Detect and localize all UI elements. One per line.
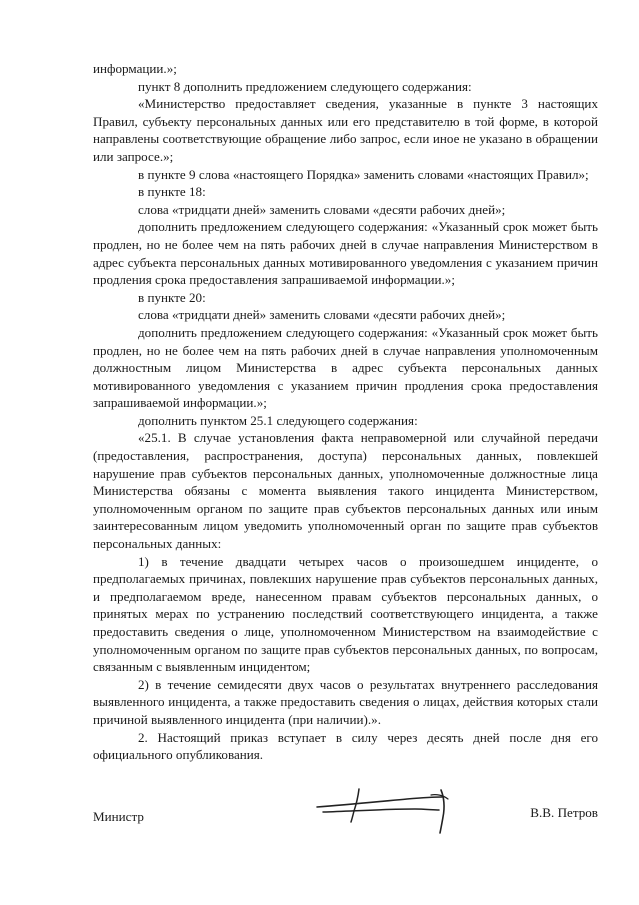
handwritten-signature-icon (315, 785, 465, 835)
paragraph-item-9: в пункте 9 слова «настоящего Порядка» заменить словами «настоящих Правил»; (138, 166, 589, 182)
paragraph-item-18: в пункте 18: (138, 184, 206, 200)
paragraph-item-8-text: «Министерство предоставляет сведения, указанные в пункте 3 настоящих Правил, субъекту персональных данных или его представителю в той форме, в которой направлены соответствующие обращение либо запрос, если иное не указано в обращении или запросе.»; (93, 96, 598, 164)
paragraph-item-25-1: дополнить пунктом 25.1 следующего содержания: (138, 412, 418, 428)
paragraph-item-20-addition: дополнить предложением следующего содержания: «Указанный срок может быть продлен, но не более чем на пять рабочих дней в случае направления уполномоченным должностным лицом Министерства в адрес субъекта персональных данных мотивированного уведомления с указанием причин продления срока предоставления запрашиваемой информации.»; (93, 324, 598, 411)
signatory-name: В.В. Петров (530, 805, 598, 820)
paragraph-subitem-2: 2) в течение семидесяти двух часов о результатах внутреннего расследования выявленного инцидента, а также предоставить сведения о лицах, действия которых стали причиной выявленного инцидента (при наличии).». (93, 676, 598, 727)
signatory-title: Министр (93, 809, 144, 824)
signature-block (93, 785, 598, 845)
document-body (93, 60, 598, 764)
paragraph-item-18-addition: дополнить предложением следующего содержания: «Указанный срок может быть продлен, но не более чем на пять рабочих дней в случае направления Министерством в адрес субъекта персональных данных мотивированного уведомления с указанием причин продления срока предоставления запрашиваемой информации.»; (93, 219, 598, 288)
paragraph-continuation: информации.»; (93, 61, 177, 76)
paragraph-item-20: в пункте 20: (138, 289, 206, 305)
paragraph-subitem-1: 1) в течение двадцати четырех часов о произошедшем инциденте, о предполагаемых причинах, повлекших нарушение прав субъектов персональных данных, и предполагаемом вреде, нанесенном правам субъектов персональных данных, о принятых мерах по устранению последствий соответствующего инцидента, а также предоставить сведения о лице, уполномоченном Министерством на взаимодействие с уполномоченным органом по защите прав субъектов персональных данных, по вопросам, связанным с выявленным инцидентом; (93, 553, 598, 675)
paragraph-item-20-words: слова «тридцати дней» заменить словами «десяти рабочих дней»; (138, 307, 506, 323)
paragraph-item-25-1-text: «25.1. В случае установления факта неправомерной или случайной передачи (предоставления, распространения, доступа) персональных данных, повлекшей нарушение прав субъектов персональных данных, уполномоченные должностные лица Министерства обязаны с момента выявления такого инцидента Министерством, уполномоченным органом по защите прав субъектов персональных данных или иным заинтересованным лицом уведомить уполномоченный орган по защите прав субъектов персональных данных: (93, 430, 598, 552)
paragraph-item-18-words: слова «тридцати дней» заменить словами «десяти рабочих дней»; (138, 201, 506, 217)
paragraph-effective-date: 2. Настоящий приказ вступает в силу через десять дней после дня его официального опубликования. (93, 729, 598, 763)
paragraph-item-8: пункт 8 дополнить предложением следующего содержания: (138, 78, 472, 94)
